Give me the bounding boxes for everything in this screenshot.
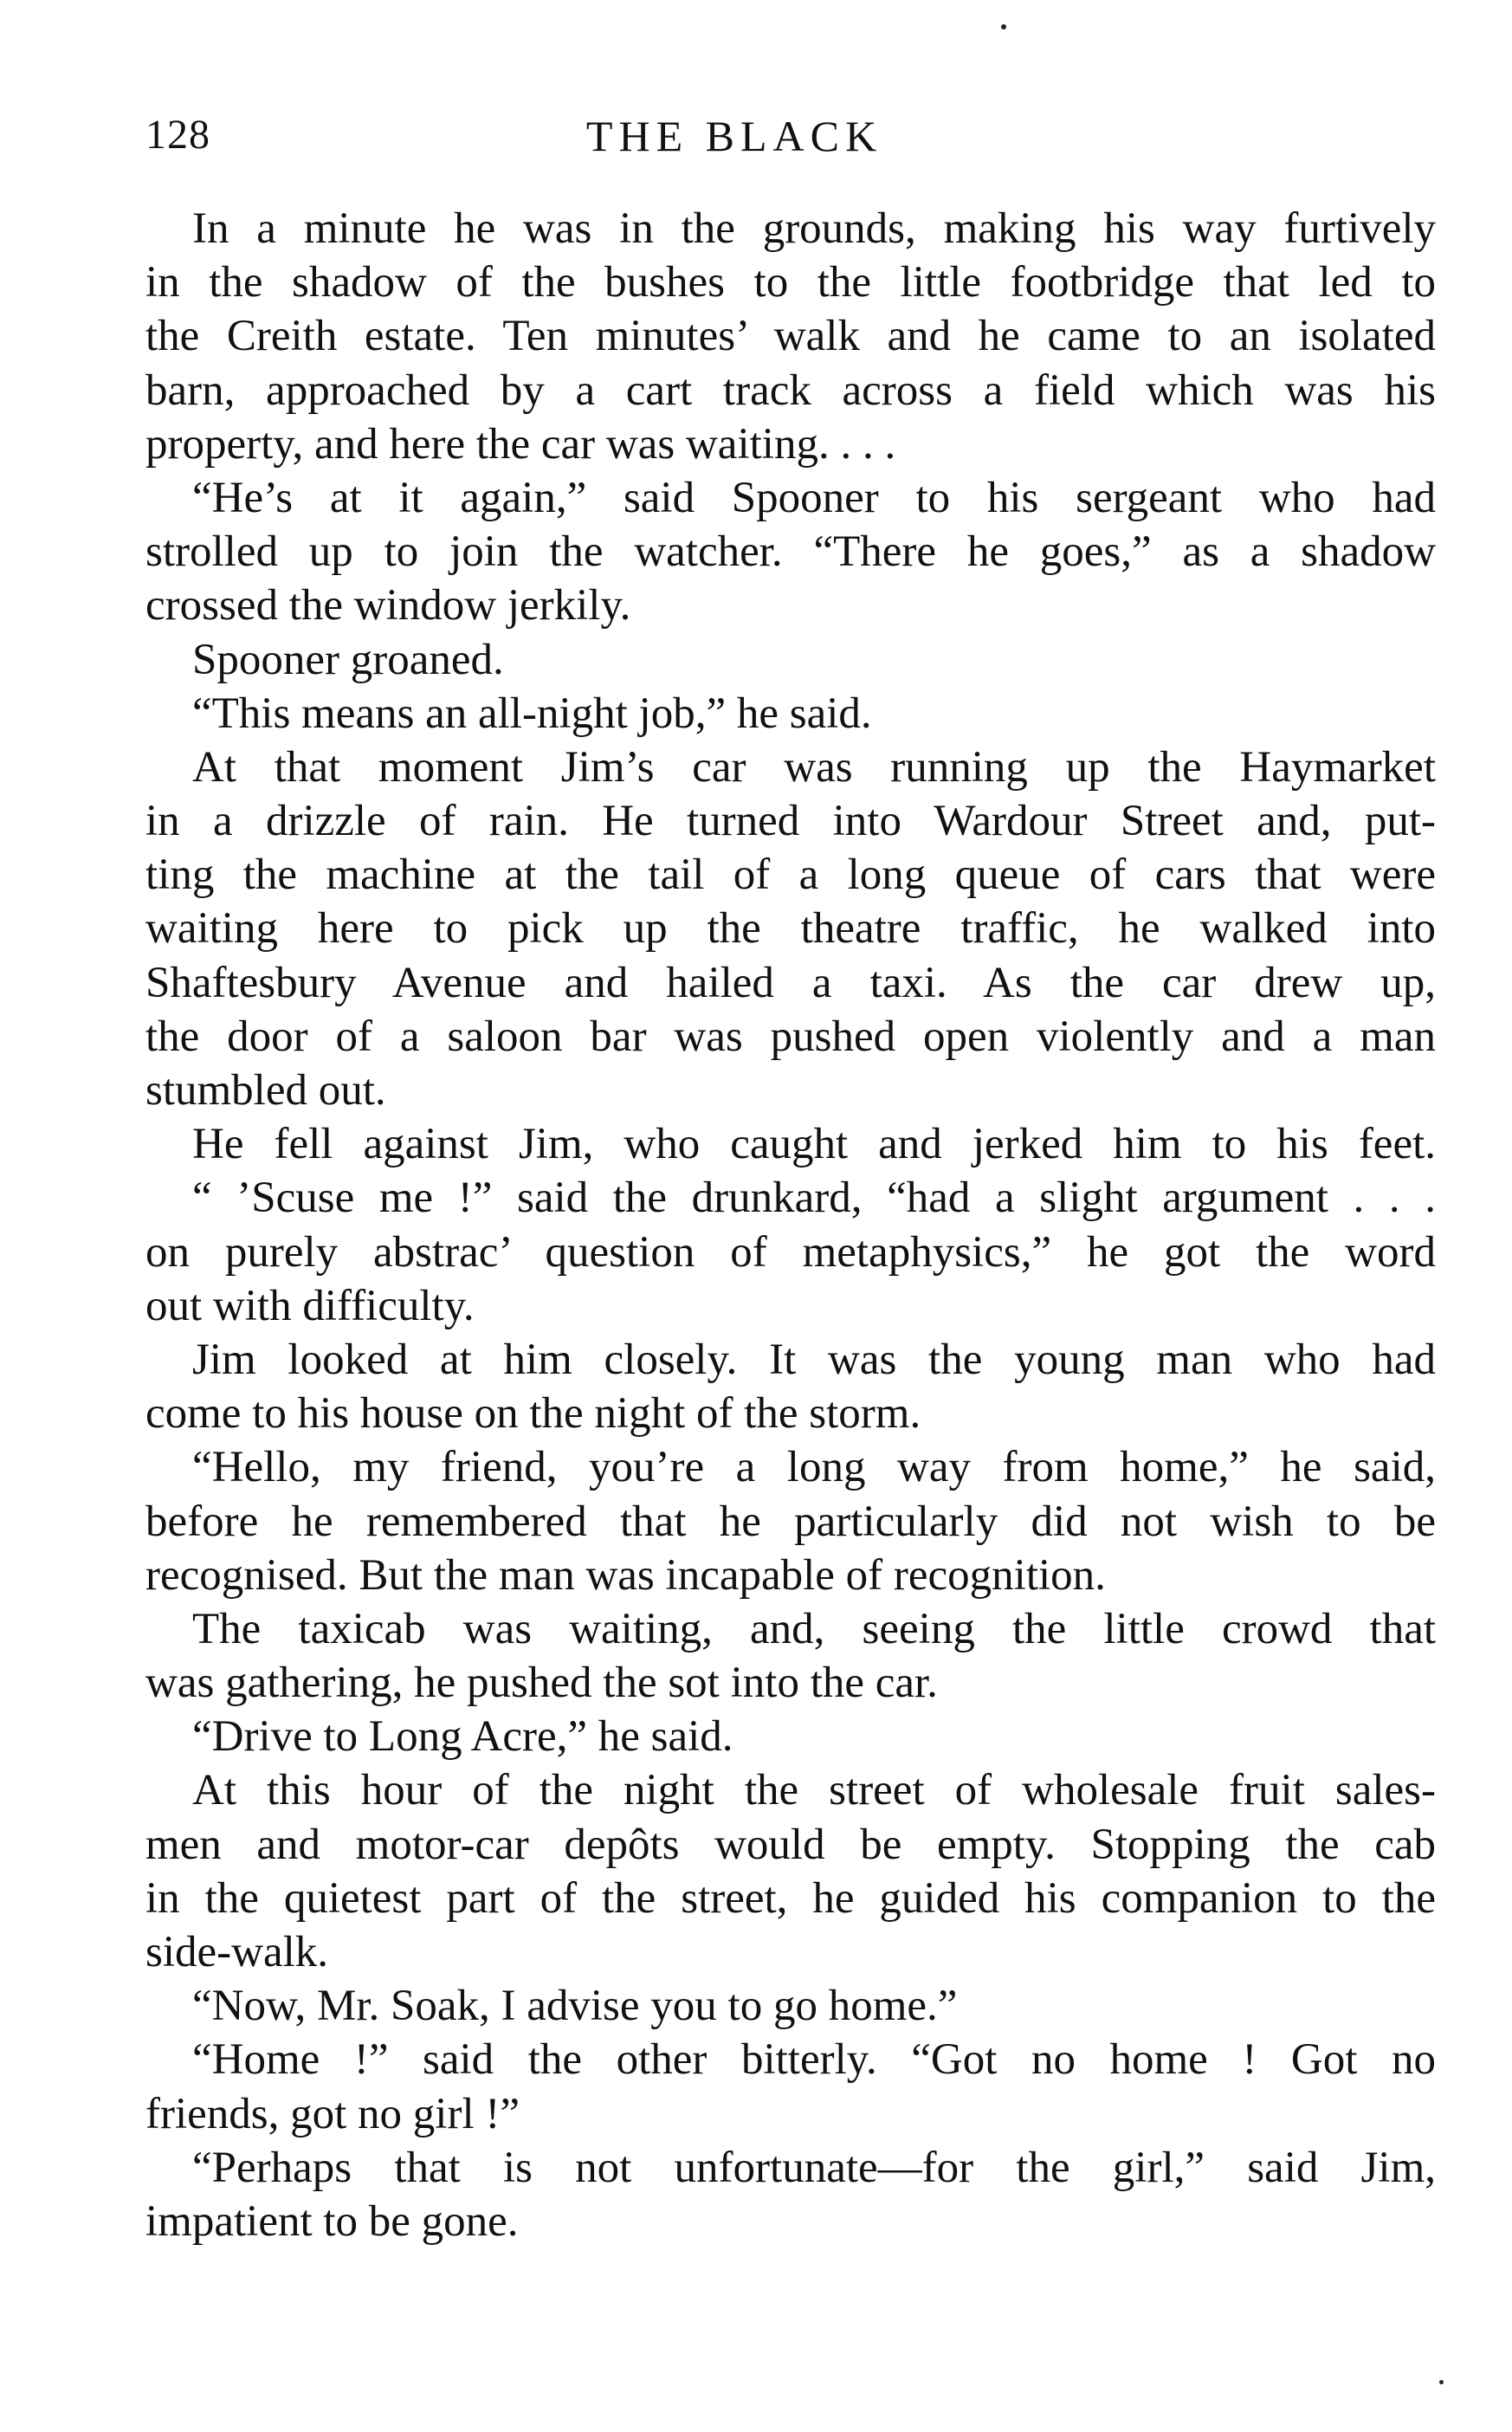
running-head (145, 111, 1436, 171)
text-line: side-walk. (145, 1928, 329, 1976)
text-line: Shaftesbury Avenue and hailed a taxi. As the car drew up, (145, 958, 1436, 1007)
text-line: “Now, Mr. Soak, I advise you to go home.” (192, 1982, 958, 2031)
text-line: “Drive to Long Acre,” he said. (192, 1712, 733, 1762)
text-line: “ ’Scuse me !” said the drunkard, “had a slight argument . . . (192, 1174, 1436, 1223)
body-text (145, 202, 1436, 2248)
text-line: He fell against Jim, who caught and jerked him to his feet. (192, 1120, 1436, 1169)
text-line: on purely abstrac’ question of metaphysics,” he got the word (145, 1227, 1436, 1277)
text-line: in the quietest part of the street, he guided his companion to the (145, 1873, 1436, 1923)
text-line: ting the machine at the tail of a long queue of cars that were (145, 851, 1436, 900)
text-line: Spooner groaned. (192, 635, 504, 684)
text-line: in a drizzle of rain. He turned into Wardour Street and, put- (145, 797, 1436, 846)
text-line: property, and here the car was waiting. . . . (145, 419, 896, 469)
text-line: barn, approached by a cart track across a field which was his (145, 365, 1436, 415)
page-number: 128 (145, 112, 210, 158)
text-line: the door of a saloon bar was pushed open violently and a man (145, 1012, 1436, 1061)
text-line: “This means an all-night job,” he said. (192, 689, 872, 738)
text-line: come to his house on the night of the storm. (145, 1389, 921, 1439)
text-line: was gathering, he pushed the sot into the car. (145, 1659, 938, 1708)
text-line: stumbled out. (145, 1066, 386, 1115)
text-line: in the shadow of the bushes to the little footbridge that led to (145, 258, 1436, 307)
text-line: At that moment Jim’s car was running up the Haymarket (192, 742, 1436, 792)
text-line: crossed the window jerkily. (145, 581, 631, 631)
text-line: impatient to be gone. (145, 2196, 519, 2246)
text-line: Jim looked at him closely. It was the young man who had (192, 1335, 1436, 1384)
text-line: waiting here to pick up the theatre traffic, he walked into (145, 904, 1436, 954)
text-line: “Perhaps that is not unfortunate—for the girl,” said Jim, (192, 2143, 1436, 2192)
text-line: The taxicab was waiting, and, seeing the little crowd that (192, 1604, 1436, 1653)
text-line: strolled up to join the watcher. “There he goes,” as a shadow (145, 527, 1436, 577)
ink-speck (1001, 24, 1006, 29)
running-title: THE BLACK (585, 112, 883, 160)
text-line: men and motor-car depôts would be empty. Stopping the cab (145, 1820, 1436, 1869)
ink-speck (1439, 2380, 1444, 2384)
text-line: At this hour of the night the street of wholesale fruit sales- (192, 1766, 1436, 1815)
text-line: In a minute he was in the grounds, making his way furtively (192, 204, 1436, 253)
text-line: out with difficulty. (145, 1281, 475, 1330)
text-line: the Creith estate. Ten minutes’ walk and he came to an isolated (145, 312, 1436, 361)
text-line: “He’s at it again,” said Spooner to his sergeant who had (192, 473, 1436, 522)
text-line: before he remembered that he particularly did not wish to be (145, 1497, 1436, 1546)
text-line: friends, got no girl !” (145, 2089, 520, 2138)
text-line: “Hello, my friend, you’re a long way from home,” he said, (192, 1443, 1436, 1492)
text-line: recognised. But the man was incapable of recognition. (145, 1550, 1106, 1600)
text-line: “Home !” said the other bitterly. “Got no home ! Got no (192, 2035, 1436, 2085)
